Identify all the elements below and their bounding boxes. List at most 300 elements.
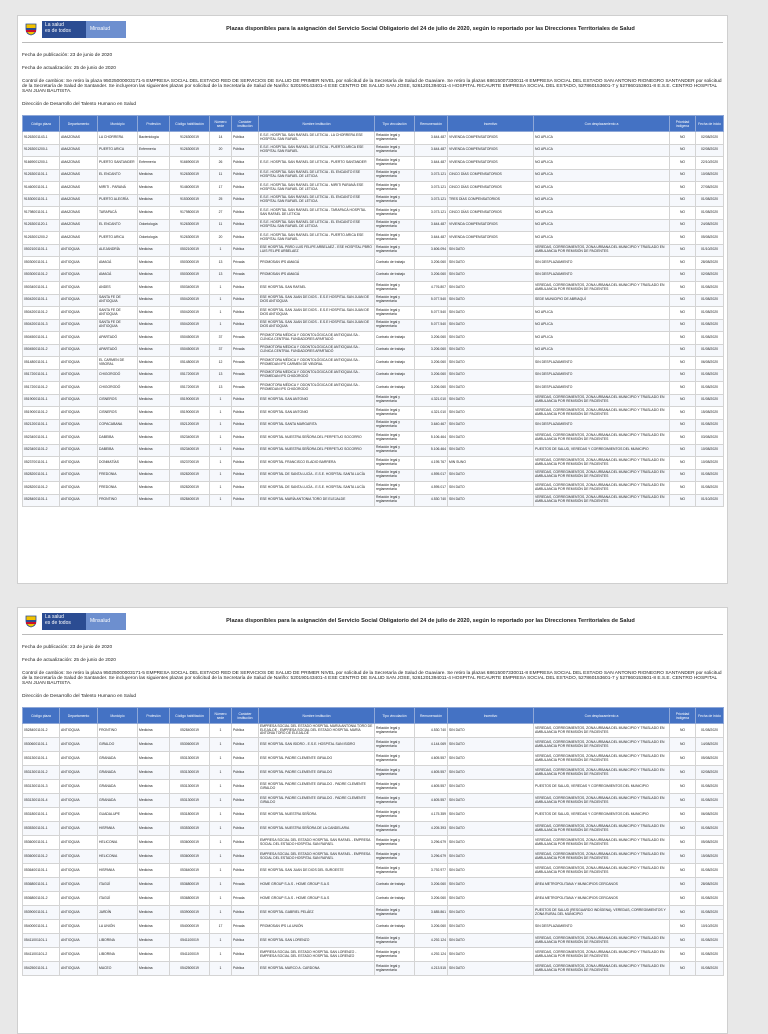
table-cell: 91669001200-1 [23, 157, 60, 170]
table-row [23, 948, 724, 962]
column-header: Prioridad indígena [670, 708, 696, 724]
table-cell: 03/08/2020 [696, 432, 724, 445]
table-cell: 05021001101-1 [23, 244, 60, 257]
table-cell: 4.530.740 [415, 724, 448, 738]
table-cell: Contrato de trabajo [375, 269, 415, 282]
table-cell: 0503000019 [170, 257, 210, 270]
table-cell: 01/08/2020 [696, 344, 724, 357]
table-cell: MACEO [98, 962, 138, 976]
table-row [23, 920, 724, 934]
table-cell: ESE HOSPITAL PADRE CLEMENTE GIRALDO [259, 752, 375, 766]
table-cell: 4.605.557 [415, 780, 448, 794]
table-cell: 0514800019 [170, 357, 210, 370]
table-cell: 37 [210, 344, 232, 357]
table-cell: 28/08/2020 [696, 257, 724, 270]
table-cell: 0535300019 [170, 822, 210, 836]
table-cell: Pública [232, 808, 259, 822]
table-cell: Contrato de trabajo [375, 332, 415, 345]
table-cell: Contrato de trabajo [375, 892, 415, 906]
table-cell: 1 [210, 780, 232, 794]
table-row [23, 836, 724, 850]
table-cell: 01/08/2020 [696, 962, 724, 976]
table-cell: NO [670, 144, 696, 157]
column-header: Profesión [138, 708, 170, 724]
table-cell: Medicina [138, 822, 170, 836]
table-cell: ESE HOSPITAL SAN ANTONIO [259, 394, 375, 407]
table-cell: 4.595.017 [415, 469, 448, 482]
table-cell: SIN DESPLAZAMIENTO [534, 920, 670, 934]
table-cell: Pública [232, 419, 259, 432]
table-cell: 01/08/2020 [696, 864, 724, 878]
table-cell: 9126300019 [170, 219, 210, 232]
table-cell: AMAZONAS [60, 207, 98, 220]
table-cell: ESE HOSPITAL NUESTRA SEÑORA DEL PERPETUO SOCORRO [259, 444, 375, 457]
table-cell: SIN DATO [448, 382, 534, 395]
table-cell: ANTIOQUIA [60, 892, 98, 906]
table-cell: NO [670, 738, 696, 752]
table-cell: ITAGÜÍ [98, 892, 138, 906]
table-cell: ESE HOSPITAL SAN JUAN DE DIOS - E.S.E HOSPITAL SAN JUAN DE DIOS ANTIOQUIA [259, 294, 375, 307]
table-cell: ESE HOSPITAL DE SANTA LUCÍA - E.S.E. HOSPITAL SANTA LUCÍA [259, 469, 375, 482]
table-row [23, 822, 724, 836]
table-cell: GRANADA [98, 752, 138, 766]
table-cell: SIN DATO [448, 892, 534, 906]
table-cell: Pública [232, 738, 259, 752]
table-cell: NO [670, 836, 696, 850]
table-cell: SIN DATO [448, 906, 534, 920]
table-cell: 05190001101-2 [23, 407, 60, 420]
table-row [23, 157, 724, 170]
table-cell: ESE HOSPITAL GABRIEL PELÁEZ [259, 906, 375, 920]
table-cell: 0504500019 [170, 332, 210, 345]
table-cell: 3.644.487 [415, 132, 448, 145]
table-cell: 5.077.540 [415, 294, 448, 307]
table-cell: 1 [210, 282, 232, 295]
column-header: Departamento [60, 116, 98, 132]
table-cell: Medicina [138, 469, 170, 482]
table-cell: ANTIOQUIA [60, 307, 98, 320]
table-cell: Medicina [138, 294, 170, 307]
table-cell: 01/08/2020 [696, 394, 724, 407]
table-cell: ANTIOQUIA [60, 906, 98, 920]
table-cell: Pública [232, 469, 259, 482]
table-cell: SIN DATO [448, 780, 534, 794]
table-cell: ANTIOQUIA [60, 808, 98, 822]
table-cell: ESE HOSPITAL NUESTRA SEÑORA [259, 808, 375, 822]
table-row [23, 892, 724, 906]
column-header: Incentivo [448, 708, 534, 724]
table-cell: 13 [210, 382, 232, 395]
table-cell: 05234001101-1 [23, 432, 60, 445]
table-cell: NO [670, 906, 696, 920]
table-cell: 3.206.060 [415, 357, 448, 370]
table-cell: ANDES [98, 282, 138, 295]
table-cell: NO [670, 182, 696, 195]
table-cell: NO [670, 344, 696, 357]
table-cell: Medicina [138, 344, 170, 357]
table-cell: PROMOSAN IPS LA UNIÓN [259, 920, 375, 934]
table-cell: 05411001101-2 [23, 948, 60, 962]
table-cell: NO [670, 332, 696, 345]
table-cell: 24/08/2020 [696, 219, 724, 232]
table-row [23, 394, 724, 407]
table-cell: NO [670, 369, 696, 382]
table-cell: NO [670, 132, 696, 145]
table-cell: 5.077.540 [415, 307, 448, 320]
table-cell: 0519000019 [170, 394, 210, 407]
table-cell: 1 [210, 432, 232, 445]
table-cell: 0504200019 [170, 294, 210, 307]
page-title: Plazas disponibles para la asignación del Servicio Social Obligatorio del 24 de julio de 2020, según lo reportado por las Direcciones Territoriales de Salud [226, 618, 635, 624]
table-cell: Pública [232, 394, 259, 407]
table-cell: FREDONIA [98, 469, 138, 482]
table-cell: 05172001101-2 [23, 382, 60, 395]
table-cell: ÁREA METROPOLITANA Y MUNICIPIOS CERCANOS [534, 878, 670, 892]
table-cell: 1 [210, 482, 232, 495]
table-cell: 9126300019 [170, 232, 210, 245]
table-cell: VIVIENDA COMPENSATORIOS [448, 219, 534, 232]
column-header: Tipo vinculación [375, 708, 415, 724]
table-cell: CHIGORODÓ [98, 369, 138, 382]
table-cell: 3.792.977 [415, 864, 448, 878]
table-cell: ESE HOSPITAL MARÍA ANTONIA TORO DE ELEJALDE [259, 494, 375, 507]
table-cell: NO [670, 207, 696, 220]
table-cell: 17 [210, 920, 232, 934]
table-cell: 01/08/2020 [696, 382, 724, 395]
table-cell: EMPRESA SOCIAL DEL ESTADO HOSPITAL SAN RAFAEL - EMPRESA SOCIAL DEL ESTADO HOSPITAL SAN RAFAEL [259, 836, 375, 850]
table-cell: 5.077.540 [415, 319, 448, 332]
table-cell: Relación legal y reglamentaria [375, 836, 415, 850]
table-cell: 10/10/2020 [696, 920, 724, 934]
table-cell: NO [670, 319, 696, 332]
table-cell: ESE HOSPITAL SAN LORENZO [259, 934, 375, 948]
table-cell: 4.605.557 [415, 752, 448, 766]
table-cell: SIN DATO [448, 307, 534, 320]
table-cell: Contrato de trabajo [375, 878, 415, 892]
table-cell: 02/08/2020 [696, 269, 724, 282]
table-cell: Pública [232, 244, 259, 257]
table-cell: 0517200019 [170, 382, 210, 395]
table-cell: Medicina [138, 836, 170, 850]
table-cell: 05045001101-1 [23, 332, 60, 345]
table-cell: 01/08/2020 [696, 780, 724, 794]
page-header [18, 16, 727, 42]
table-cell: EL ENCANTO [98, 219, 138, 232]
table-cell: ANTIOQUIA [60, 948, 98, 962]
table-cell: VEREDAS, CORREGIMIENTOS, ZONA URBANA DEL MUNICIPIO Y TRASLADO EN AMBULANCIA POR REMISIÓN DE PACIENTES [534, 432, 670, 445]
table-cell: NO [670, 219, 696, 232]
table-cell: NO [670, 432, 696, 445]
table-cell: Pública [232, 836, 259, 850]
table-cell: PROMOTORA MÉDICA Y ODONTOLÓGICA DE ANTIOQUIA SA - PROMEDAN IPS CHIGORODÓ [259, 382, 375, 395]
table-row [23, 344, 724, 357]
table-cell: 1 [210, 419, 232, 432]
table-cell: Medicina [138, 864, 170, 878]
column-header: Nombre institución [259, 708, 375, 724]
table-cell: 01/08/2020 [696, 419, 724, 432]
table-cell: Relación legal y reglamentaria [375, 169, 415, 182]
table-cell: E.S.E. HOSPITAL SAN RAFAEL DE LETICIA - EL ENCANTO ESE HOSPITAL SAN RAFAEL DE LETICIA [259, 169, 375, 182]
table-cell: TRES DÍAS COMPENSATORIOS [448, 194, 534, 207]
table-cell: ESE HOSPITAL NUESTRA SEÑORA DE LA CANDELARIA [259, 822, 375, 836]
table-cell: SIN DESPLAZAMIENTO [534, 269, 670, 282]
table-cell: VIVIENDA COMPENSATORIOS [448, 144, 534, 157]
table-cell: EMPRESA SOCIAL DEL ESTADO HOSPITAL SAN LORENZO - EMPRESA SOCIAL DEL ESTADO HOSPITAL SAN LORENZO [259, 948, 375, 962]
table-cell: APARTADÓ [98, 332, 138, 345]
table-cell: ANTIOQUIA [60, 357, 98, 370]
table-cell: 0523400019 [170, 432, 210, 445]
table-cell: 05364001101-1 [23, 864, 60, 878]
table-cell: Pública [232, 822, 259, 836]
table-row [23, 232, 724, 245]
table-cell: VEREDAS, CORREGIMIENTOS, ZONA URBANA DEL MUNICIPIO Y TRASLADO EN AMBULANCIA POR REMISIÓN DE PACIENTES [534, 457, 670, 470]
table-cell: Relación legal y reglamentaria [375, 482, 415, 495]
table-cell: 05282001101-2 [23, 482, 60, 495]
table-cell: Privada [232, 257, 259, 270]
table-cell: Pública [232, 794, 259, 808]
table-cell: E.S.E. HOSPITAL SAN RAFAEL DE LETICIA - EL ENCANTO ESE HOSPITAL SAN RAFAEL DE LETICIA [259, 194, 375, 207]
table-cell: Pública [232, 494, 259, 507]
table-cell: SEDE MUNICIPIO DE ABRIAQUÍ [534, 294, 670, 307]
table-cell: 4.605.557 [415, 766, 448, 780]
table-cell: SIN DATO [448, 724, 534, 738]
table-cell: 9153000019 [170, 194, 210, 207]
table-cell: SIN DATO [448, 494, 534, 507]
table-cell: AMAZONAS [60, 157, 98, 170]
table-cell: Relación legal y reglamentaria [375, 282, 415, 295]
table-cell: E.S.E. HOSPITAL SAN RAFAEL DE LETICIA - PUERTO ARICA ESE HOSPITAL SAN RAFAEL [259, 144, 375, 157]
table-cell: AMAZONAS [60, 169, 98, 182]
table-cell: NO [670, 752, 696, 766]
table-cell: PROMOTORA MÉDICA Y ODONTOLÓGICA DE ANTIOQUIA SA - CLÍNICA CENTRAL FUNDADORES APARTADÓ [259, 332, 375, 345]
table-cell: VEREDAS, CORREGIMIENTOS, ZONA URBANA DEL MUNICIPIO Y TRASLADO EN AMBULANCIA POR REMISIÓN DE PACIENTES [534, 394, 670, 407]
table-cell: Pública [232, 282, 259, 295]
table-cell: SIN DATO [448, 407, 534, 420]
table-cell: 11 [210, 169, 232, 182]
table-cell: NO [670, 357, 696, 370]
table-cell: PUESTOS DE SALUD (RESGUARDO INDÍGENA), VEREDAS, CORREGIMIENTOS Y ZONA RURAL DEL MUNICIPIO [534, 906, 670, 920]
table-cell: 0531300019 [170, 780, 210, 794]
table-cell: SIN DATO [448, 444, 534, 457]
table-cell: ESE HOSPITAL PADRE CLEMENTE GIRALDO - PADRE CLEMENTE GIRALDO [259, 794, 375, 808]
table-cell: Medicina [138, 494, 170, 507]
table-cell: Pública [232, 850, 259, 864]
table-cell: 05148001101-1 [23, 357, 60, 370]
table-cell: NO [670, 307, 696, 320]
table-cell: Relación legal y reglamentaria [375, 444, 415, 457]
brand-logo: La salud es de todos [42, 21, 86, 38]
table-cell: 05368001101-2 [23, 892, 60, 906]
table-cell: Pública [232, 407, 259, 420]
table-cell: ESE HOSPITAL SAN ISIDRO - E.S.E. HOSPITAL SAN ISIDRO [259, 738, 375, 752]
table-cell: Relación legal y reglamentaria [375, 182, 415, 195]
table-cell: PUERTO ALEGRÍA [98, 194, 138, 207]
table-cell: 0528400019 [170, 494, 210, 507]
table-cell: ANTIOQUIA [60, 319, 98, 332]
table-cell: Medicina [138, 169, 170, 182]
table-cell: 05042001101-3 [23, 319, 60, 332]
table-row [23, 382, 724, 395]
table-cell: 05282001101-1 [23, 469, 60, 482]
table-cell: 0541100019 [170, 934, 210, 948]
table-cell: 91263001200-1 [23, 144, 60, 157]
table-cell: ANTIOQUIA [60, 738, 98, 752]
table-cell: LIBORINA [98, 948, 138, 962]
table-cell: NO [670, 724, 696, 738]
table-cell: SIN DATO [448, 269, 534, 282]
table-cell: ANTIOQUIA [60, 780, 98, 794]
fecha-publicacion: Fecha de publicación: 23 de junio de 2020 [22, 645, 113, 650]
table-cell: 0536000019 [170, 836, 210, 850]
table-cell: SIN DATO [448, 357, 534, 370]
table-cell: 01/08/2020 [696, 892, 724, 906]
table-cell: 05284001101-1 [23, 494, 60, 507]
table-cell: ANTIOQUIA [60, 766, 98, 780]
column-header: Con desplazamiento a [534, 708, 670, 724]
table-cell: 1 [210, 307, 232, 320]
table-cell: 05400001101-1 [23, 920, 60, 934]
table-cell: Privada [232, 357, 259, 370]
table-cell: Medicina [138, 752, 170, 766]
table-cell: 01/08/2020 [696, 294, 724, 307]
table-cell: Medicina [138, 357, 170, 370]
table-cell: 3.296.679 [415, 850, 448, 864]
table-row [23, 244, 724, 257]
table-cell: ESE HOSPITAL DE SANTA LUCÍA - E.S.E. HOSPITAL SANTA LUCÍA [259, 482, 375, 495]
table-cell: 0523400019 [170, 444, 210, 457]
table-cell: 1 [210, 738, 232, 752]
table-cell: Pública [232, 294, 259, 307]
table-cell: 05360001101-2 [23, 850, 60, 864]
table-cell: Medicina [138, 244, 170, 257]
table-cell: 1 [210, 808, 232, 822]
table-cell: Medicina [138, 892, 170, 906]
table-cell: 37 [210, 332, 232, 345]
table-cell: NO [670, 232, 696, 245]
table-cell: 9126300019 [170, 132, 210, 145]
table-cell: 15/08/2020 [696, 407, 724, 420]
table-row [23, 194, 724, 207]
table-cell: Medicina [138, 257, 170, 270]
table-cell: 05390001101-1 [23, 906, 60, 920]
table-cell: 05306001101-1 [23, 738, 60, 752]
table-cell: 02/08/2020 [696, 144, 724, 157]
table-cell: 05030001101-1 [23, 257, 60, 270]
table-cell: SIN DATO [448, 369, 534, 382]
table-row [23, 294, 724, 307]
table-cell: SIN DATO [448, 319, 534, 332]
table-cell: 0536000019 [170, 850, 210, 864]
table-cell: Medicina [138, 194, 170, 207]
table-cell: 0536400019 [170, 864, 210, 878]
table-cell: SIN DATO [448, 850, 534, 864]
table-cell: 5.106.464 [415, 444, 448, 457]
fecha-actualizacion: Fecha de actualización: 25 de junio de 2020 [22, 66, 116, 71]
table-cell: Medicina [138, 920, 170, 934]
table-cell: 1 [210, 878, 232, 892]
column-header: Profesión [138, 116, 170, 132]
table-cell: ANTIOQUIA [60, 257, 98, 270]
table-cell: Medicina [138, 207, 170, 220]
column-header: Número sede [210, 116, 232, 132]
table-cell: NO APLICA [534, 232, 670, 245]
table-cell: SIN DATO [448, 808, 534, 822]
table-cell: Medicina [138, 808, 170, 822]
table-cell: NO APLICA [534, 344, 670, 357]
table-cell: Privada [232, 878, 259, 892]
table-cell: VEREDAS, CORREGIMIENTOS, ZONA URBANA DEL MUNICIPIO Y TRASLADO EN AMBULANCIA POR REMISIÓN DE PACIENTES [534, 738, 670, 752]
table-cell: 3.606.094 [415, 244, 448, 257]
table-cell: Medicina [138, 332, 170, 345]
table-cell: HOME GROUP S.A.S - HOME GROUP S.A.S [259, 878, 375, 892]
table-cell: NO APLICA [534, 207, 670, 220]
table-cell: 0536800019 [170, 878, 210, 892]
table-cell: 0523700019 [170, 457, 210, 470]
table-cell: 01/08/2020 [696, 207, 724, 220]
table-row [23, 357, 724, 370]
table-cell: NO [670, 257, 696, 270]
table-cell: 01/08/2020 [696, 469, 724, 482]
table-cell: Pública [232, 864, 259, 878]
table-cell: PUESTOS DE SALUD, VEREDAS Y CORREGIMIENTOS DEL MUNICIPIO [534, 444, 670, 457]
table-cell: 4.595.017 [415, 482, 448, 495]
table-cell: PROMOTORA MÉDICA Y ODONTOLÓGICA DE ANTIOQUIA SA - PROMEDAN IPS CARMEN DE VIBORAL [259, 357, 375, 370]
brand-logo: La salud es de todos [42, 613, 86, 630]
table-cell: SIN DATO [448, 257, 534, 270]
table-cell: SIN DATO [448, 432, 534, 445]
table-cell: Pública [232, 752, 259, 766]
table-row [23, 752, 724, 766]
ministry-logo: Minsalud [86, 613, 126, 630]
table-cell: Contrato de trabajo [375, 357, 415, 370]
table-row [23, 419, 724, 432]
table-cell: HISPANIA [98, 822, 138, 836]
column-header: Incentivo [448, 116, 534, 132]
table-cell: 3.206.060 [415, 269, 448, 282]
table-cell: ANTIOQUIA [60, 407, 98, 420]
table-cell: 3.644.487 [415, 144, 448, 157]
table-cell: 22/10/2020 [696, 157, 724, 170]
column-header: Número sede [210, 708, 232, 724]
table-cell: VEREDAS, CORREGIMIENTOS, ZONA URBANA DEL MUNICIPIO Y TRASLADO EN AMBULANCIA POR REMISIÓN DE PACIENTES [534, 482, 670, 495]
table-cell: SIN DATO [448, 344, 534, 357]
table-cell: NO APLICA [534, 132, 670, 145]
table-row [23, 307, 724, 320]
table-cell: VEREDAS, CORREGIMIENTOS, ZONA URBANA DEL MUNICIPIO Y TRASLADO EN AMBULANCIA POR REMISIÓN DE PACIENTES [534, 407, 670, 420]
table-cell: Relación legal y reglamentaria [375, 808, 415, 822]
table-cell: NO [670, 850, 696, 864]
table-cell: 05212001101-1 [23, 419, 60, 432]
table-cell: 05425001101-1 [23, 962, 60, 976]
table-cell: 3.073.121 [415, 207, 448, 220]
table-cell: Pública [232, 948, 259, 962]
column-header: Municipio [98, 708, 138, 724]
table-cell: ESE HOSPITAL NUESTRA SEÑORA DEL PERPETUO SOCORRO [259, 432, 375, 445]
table-cell: ANTIOQUIA [60, 344, 98, 357]
table-cell: NO APLICA [534, 194, 670, 207]
table-cell: GRANADA [98, 794, 138, 808]
table-cell: ANTIOQUIA [60, 294, 98, 307]
table-cell: SANTA FE DE ANTIOQUIA [98, 319, 138, 332]
column-header: Carácter institución [232, 708, 259, 724]
document-page-1 [17, 15, 728, 584]
table-cell: Relación legal y reglamentaria [375, 194, 415, 207]
table-row [23, 182, 724, 195]
table-cell: ANTIOQUIA [60, 369, 98, 382]
table-cell: CINCO DÍAS COMPENSATORIOS [448, 169, 534, 182]
table-cell: 01/10/2020 [696, 494, 724, 507]
table-cell: Relación legal y reglamentaria [375, 307, 415, 320]
